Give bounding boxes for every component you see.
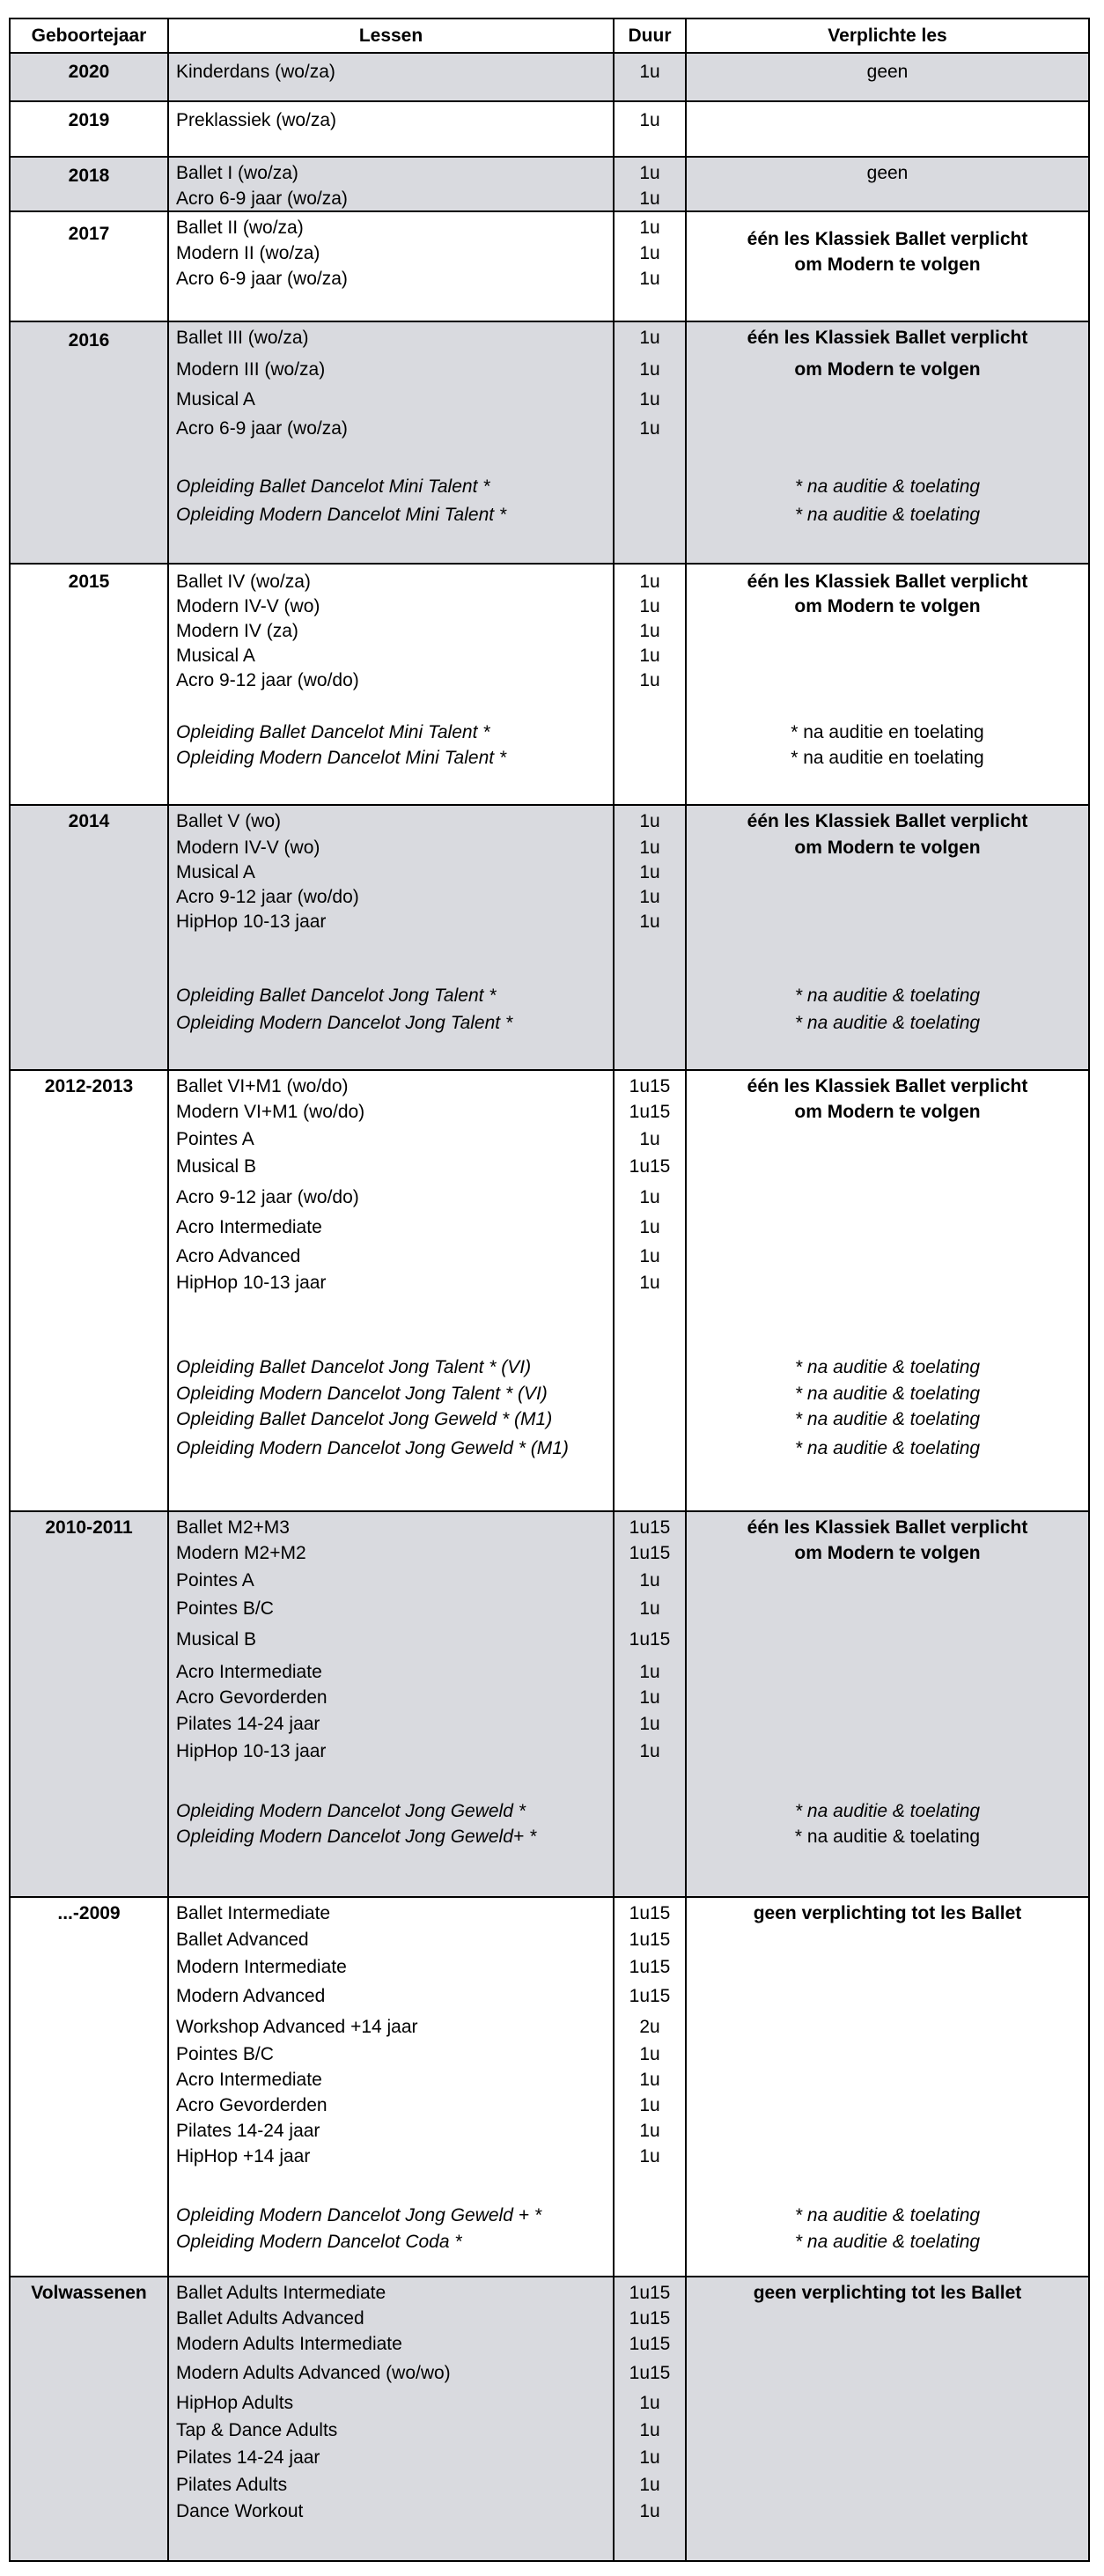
birth-year-cell (10, 1070, 168, 1511)
lesson-name: Modern II (wo/za) (176, 243, 320, 263)
required-lesson-cell (686, 2277, 1089, 2561)
lesson-name: Opleiding Ballet Dancelot Jong Talent * (VI) (176, 1357, 532, 1377)
required-lesson-note: * na auditie & toelating (794, 1801, 981, 1821)
lesson-duration: 1u (639, 2447, 660, 2468)
birth-year-cell (10, 53, 168, 101)
duration-cell (614, 805, 686, 1070)
lesson-name: Opleiding Modern Dancelot Jong Talent * (VI) (176, 1384, 548, 1404)
required-lesson-note: één les Klassiek Ballet verplicht (747, 229, 1028, 249)
lesson-name: Kinderdans (wo/za) (176, 62, 335, 82)
lesson-duration: 1u15 (629, 1903, 671, 1923)
lesson-duration: 1u15 (629, 1930, 671, 1950)
lesson-duration: 1u (639, 621, 660, 641)
lesson-name: HipHop +14 jaar (176, 2146, 311, 2166)
birth-year-cell (10, 321, 168, 564)
required-lesson-note: om Modern te volgen (794, 1102, 981, 1122)
lesson-name: Pilates 14-24 jaar (176, 2447, 320, 2468)
lesson-name: Opleiding Ballet Dancelot Jong Geweld * (M1) (176, 1409, 553, 1429)
birth-year-cell (10, 805, 168, 1070)
required-lesson-cell (686, 1897, 1089, 2277)
lesson-name: Opleiding Modern Dancelot Coda * (176, 2232, 462, 2252)
lesson-duration: 1u (639, 389, 660, 410)
required-lesson-cell (686, 805, 1089, 1070)
lesson-name: Ballet IV (wo/za) (176, 572, 311, 592)
lesson-duration: 1u15 (629, 2363, 671, 2383)
header-row (10, 18, 1089, 53)
lesson-name: Preklassiek (wo/za) (176, 110, 337, 130)
lessons-cell (168, 211, 614, 321)
lesson-duration: 1u (639, 110, 660, 130)
lesson-duration: 1u (639, 418, 660, 439)
lessons-cell (168, 1070, 614, 1511)
lesson-name: Pilates 14-24 jaar (176, 2121, 320, 2141)
lesson-name: HipHop 10-13 jaar (176, 912, 327, 932)
lesson-name: HipHop 10-13 jaar (176, 1741, 327, 1761)
lesson-duration: 1u (639, 243, 660, 263)
header-duration: Duur (614, 18, 686, 53)
year-group-row-volwassenen (10, 2277, 1089, 2561)
birth-year: 2020 (68, 62, 110, 82)
lesson-name: Opleiding Modern Dancelot Jong Geweld+ * (176, 1827, 537, 1847)
required-lesson-note: * na auditie en toelating (791, 722, 984, 742)
required-lesson-note: * na auditie & toelating (794, 1438, 981, 1458)
lesson-duration: 1u (639, 328, 660, 348)
lesson-duration: 1u (639, 2095, 660, 2115)
lesson-duration: 1u (639, 2475, 660, 2495)
duration-cell (614, 1897, 686, 2277)
lesson-name: Modern IV-V (wo) (176, 838, 320, 858)
required-lesson-note: om Modern te volgen (794, 359, 981, 380)
lesson-name: Musical A (176, 862, 255, 882)
lesson-name: Modern Adults Intermediate (176, 2334, 402, 2354)
lesson-name: Ballet M2+M3 (176, 1517, 290, 1538)
lesson-duration: 1u (639, 1187, 660, 1207)
lesson-duration: 1u (639, 2070, 660, 2090)
lesson-duration: 1u (639, 163, 660, 183)
year-group-row-2009 (10, 1897, 1089, 2277)
required-lesson-note: om Modern te volgen (794, 838, 981, 858)
duration-cell (614, 2277, 686, 2561)
required-lesson-note: * na auditie & toelating (794, 1357, 981, 1377)
lesson-duration: 1u (639, 62, 660, 82)
required-lesson-cell (686, 1070, 1089, 1511)
lesson-name: Dance Workout (176, 2501, 304, 2521)
lesson-duration: 1u15 (629, 1629, 671, 1650)
lesson-duration: 1u (639, 218, 660, 238)
lesson-name: Opleiding Modern Dancelot Mini Talent * (176, 505, 507, 525)
required-lesson-note: * na auditie & toelating (794, 2205, 981, 2225)
lesson-name: Ballet Intermediate (176, 1903, 331, 1923)
birth-year-cell (10, 1897, 168, 2277)
lesson-name: Acro Gevorderden (176, 1687, 328, 1708)
lesson-duration: 1u15 (629, 2283, 671, 2303)
required-lesson-note: geen verplichting tot les Ballet (753, 2283, 1022, 2303)
lesson-duration: 1u (639, 1570, 660, 1591)
lesson-name: Opleiding Ballet Dancelot Mini Talent * (176, 722, 490, 742)
lesson-duration: 1u (639, 1741, 660, 1761)
lesson-name: Acro Intermediate (176, 2070, 322, 2090)
lesson-duration: 1u15 (629, 1517, 671, 1538)
year-group-row-2014 (10, 805, 1089, 1070)
lesson-name: Ballet Adults Intermediate (176, 2283, 386, 2303)
lesson-name: Musical B (176, 1629, 257, 1650)
duration-cell (614, 211, 686, 321)
year-group-row-2015 (10, 564, 1089, 805)
lesson-name: Modern Intermediate (176, 1957, 347, 1977)
lesson-duration: 1u15 (629, 1986, 671, 2006)
year-group-row-2019 (10, 101, 1089, 157)
lesson-duration: 2u (639, 2017, 660, 2037)
lesson-name: Pilates Adults (176, 2475, 288, 2495)
header-lessons: Lessen (168, 18, 614, 53)
duration-cell (614, 101, 686, 157)
header-year: Geboortejaar (10, 18, 168, 53)
birth-year-cell (10, 2277, 168, 2561)
required-lesson-note: * na auditie & toelating (794, 476, 981, 497)
birth-year: 2014 (68, 811, 110, 831)
duration-cell (614, 1070, 686, 1511)
year-group-row-2010-2011 (10, 1511, 1089, 1897)
lesson-name: Ballet II (wo/za) (176, 218, 304, 238)
lesson-name: Modern M2+M2 (176, 1543, 306, 1563)
required-lesson-note: * na auditie & toelating (794, 1013, 981, 1033)
required-lesson-cell (686, 211, 1089, 321)
lesson-name: Opleiding Modern Dancelot Jong Geweld * (176, 1801, 526, 1821)
required-lesson-note: * na auditie & toelating (794, 1409, 981, 1429)
required-lesson-note: om Modern te volgen (794, 1543, 981, 1563)
lesson-name: Pointes A (176, 1129, 254, 1149)
lesson-duration: 1u (639, 1217, 660, 1237)
required-lesson-note: één les Klassiek Ballet verplicht (747, 1076, 1028, 1096)
lesson-duration: 1u (639, 572, 660, 592)
lesson-name: Ballet Advanced (176, 1930, 309, 1950)
lesson-duration: 1u (639, 1273, 660, 1293)
lesson-name: Workshop Advanced +14 jaar (176, 2017, 418, 2037)
lesson-name: HipHop 10-13 jaar (176, 1273, 327, 1293)
lesson-name: Ballet III (wo/za) (176, 328, 309, 348)
birth-year-cell (10, 101, 168, 157)
duration-cell (614, 564, 686, 805)
required-lesson-note: één les Klassiek Ballet verplicht (747, 328, 1028, 348)
lesson-duration: 1u (639, 887, 660, 907)
lessons-cell (168, 157, 614, 211)
lesson-duration: 1u15 (629, 1156, 671, 1177)
birth-year-cell (10, 564, 168, 805)
required-lesson-note: om Modern te volgen (794, 255, 981, 275)
lesson-name: Opleiding Modern Dancelot Jong Geweld + * (176, 2205, 541, 2225)
year-group-row-2017 (10, 211, 1089, 321)
lesson-duration: 1u (639, 646, 660, 666)
birth-year: 2019 (68, 110, 110, 130)
lesson-name: Musical B (176, 1156, 257, 1177)
required-lesson-cell (686, 1511, 1089, 1897)
lesson-duration: 1u15 (629, 2308, 671, 2329)
lesson-name: Ballet I (wo/za) (176, 163, 298, 183)
required-lesson-cell (686, 564, 1089, 805)
required-lesson-cell (686, 101, 1089, 157)
lessons-cell (168, 1897, 614, 2277)
year-group-row-2020 (10, 53, 1089, 101)
year-group-row-2012-2013 (10, 1070, 1089, 1511)
required-lesson-note: geen (866, 62, 909, 82)
lesson-duration: 1u (639, 1662, 660, 1682)
lesson-name: Pointes B/C (176, 1598, 274, 1619)
lesson-duration: 1u15 (629, 1076, 671, 1096)
required-lesson-note: * na auditie & toelating (794, 1384, 981, 1404)
birth-year: 2012-2013 (44, 1076, 134, 1096)
lesson-duration: 1u (639, 811, 660, 831)
lesson-name: Ballet V (wo) (176, 811, 282, 831)
lessons-cell (168, 101, 614, 157)
lesson-duration: 1u (639, 2420, 660, 2440)
lesson-name: Opleiding Modern Dancelot Jong Geweld * (M1) (176, 1438, 569, 1458)
required-lesson-note: één les Klassiek Ballet verplicht (747, 1517, 1028, 1538)
lesson-name: Pointes A (176, 1570, 254, 1591)
required-lesson-note: * na auditie & toelating (794, 505, 981, 525)
lesson-name: Pointes B/C (176, 2044, 274, 2064)
lesson-name: Modern IV (za) (176, 621, 298, 641)
lesson-duration: 1u (639, 2393, 660, 2413)
lesson-duration: 1u (639, 1714, 660, 1734)
lesson-name: Opleiding Modern Dancelot Mini Talent * (176, 748, 507, 768)
lesson-duration: 1u (639, 1598, 660, 1619)
lesson-duration: 1u (639, 838, 660, 858)
lesson-duration: 1u (639, 269, 660, 289)
birth-year: 2017 (68, 224, 110, 244)
lesson-name: Ballet Adults Advanced (176, 2308, 364, 2329)
lesson-name: Acro Intermediate (176, 1217, 322, 1237)
lesson-duration: 1u (639, 1687, 660, 1708)
lesson-name: Opleiding Ballet Dancelot Jong Talent * (176, 985, 497, 1006)
lesson-duration: 1u15 (629, 2334, 671, 2354)
lesson-name: Acro Intermediate (176, 1662, 322, 1682)
birth-year: 2016 (68, 330, 110, 351)
required-lesson-note: om Modern te volgen (794, 596, 981, 616)
required-lesson-note: * na auditie & toelating (794, 1827, 981, 1847)
birth-year: 2015 (68, 572, 110, 592)
lesson-duration: 1u (639, 359, 660, 380)
lesson-name: Ballet VI+M1 (wo/do) (176, 1076, 349, 1096)
lesson-name: Opleiding Ballet Dancelot Mini Talent * (176, 476, 490, 497)
required-lesson-note: * na auditie en toelating (791, 748, 984, 768)
required-lesson-note: één les Klassiek Ballet verplicht (747, 811, 1028, 831)
lesson-name: Pilates 14-24 jaar (176, 1714, 320, 1734)
lesson-duration: 1u (639, 2044, 660, 2064)
lesson-name: Modern IV-V (wo) (176, 596, 320, 616)
lesson-name: Acro 9-12 jaar (wo/do) (176, 670, 359, 690)
lesson-duration: 1u (639, 670, 660, 690)
lessons-cell (168, 321, 614, 564)
duration-cell (614, 1511, 686, 1897)
header-required: Verplichte les (686, 18, 1089, 53)
lesson-duration: 1u15 (629, 1957, 671, 1977)
birth-year: Volwassenen (31, 2283, 147, 2303)
birth-year-cell (10, 157, 168, 211)
lesson-duration: 1u (639, 862, 660, 882)
birth-year: ...-2009 (57, 1903, 121, 1923)
birth-year: 2018 (68, 166, 110, 186)
lesson-name: Modern Advanced (176, 1986, 326, 2006)
required-lesson-note: geen verplichting tot les Ballet (753, 1903, 1022, 1923)
lesson-duration: 1u (639, 596, 660, 616)
lesson-name: Acro 9-12 jaar (wo/do) (176, 887, 359, 907)
lesson-name: Tap & Dance Adults (176, 2420, 338, 2440)
required-lesson-note: * na auditie & toelating (794, 985, 981, 1006)
lesson-duration: 1u (639, 912, 660, 932)
lesson-name: HipHop Adults (176, 2393, 294, 2413)
lesson-name: Modern Adults Advanced (wo/wo) (176, 2363, 451, 2383)
lesson-duration: 1u (639, 188, 660, 209)
required-lesson-note: geen (866, 163, 909, 183)
duration-cell (614, 321, 686, 564)
birth-year-cell (10, 211, 168, 321)
lesson-duration: 1u (639, 2501, 660, 2521)
lesson-name: Modern VI+M1 (wo/do) (176, 1102, 365, 1122)
birth-year: 2010-2011 (45, 1517, 133, 1538)
lesson-duration: 1u15 (629, 1102, 671, 1122)
lesson-duration: 1u15 (629, 1543, 671, 1563)
lesson-duration: 1u (639, 2146, 660, 2166)
lesson-name: Musical A (176, 389, 255, 410)
lesson-duration: 1u (639, 1129, 660, 1149)
lesson-name: Acro 6-9 jaar (wo/za) (176, 418, 348, 439)
required-lesson-cell (686, 157, 1089, 211)
lesson-name: Acro Advanced (176, 1246, 301, 1266)
required-lesson-cell (686, 53, 1089, 101)
lesson-schedule-table (9, 18, 1090, 2562)
lesson-name: Acro 9-12 jaar (wo/do) (176, 1187, 359, 1207)
lesson-name: Modern III (wo/za) (176, 359, 326, 380)
birth-year-cell (10, 1511, 168, 1897)
duration-cell (614, 53, 686, 101)
lesson-name: Acro 6-9 jaar (wo/za) (176, 269, 348, 289)
lesson-name: Acro 6-9 jaar (wo/za) (176, 188, 348, 209)
lessons-cell (168, 1511, 614, 1897)
lesson-name: Musical A (176, 646, 255, 666)
required-lesson-note: * na auditie & toelating (794, 2232, 981, 2252)
lesson-duration: 1u (639, 2121, 660, 2141)
lesson-duration: 1u (639, 1246, 660, 1266)
lessons-cell (168, 805, 614, 1070)
year-group-row-2016 (10, 321, 1089, 564)
duration-cell (614, 157, 686, 211)
required-lesson-cell (686, 321, 1089, 564)
required-lesson-note: één les Klassiek Ballet verplicht (747, 572, 1028, 592)
lessons-cell (168, 564, 614, 805)
year-group-row-2018 (10, 157, 1089, 211)
lesson-name: Acro Gevorderden (176, 2095, 328, 2115)
lessons-cell (168, 53, 614, 101)
lessons-cell (168, 2277, 614, 2561)
lesson-name: Opleiding Modern Dancelot Jong Talent * (176, 1013, 513, 1033)
